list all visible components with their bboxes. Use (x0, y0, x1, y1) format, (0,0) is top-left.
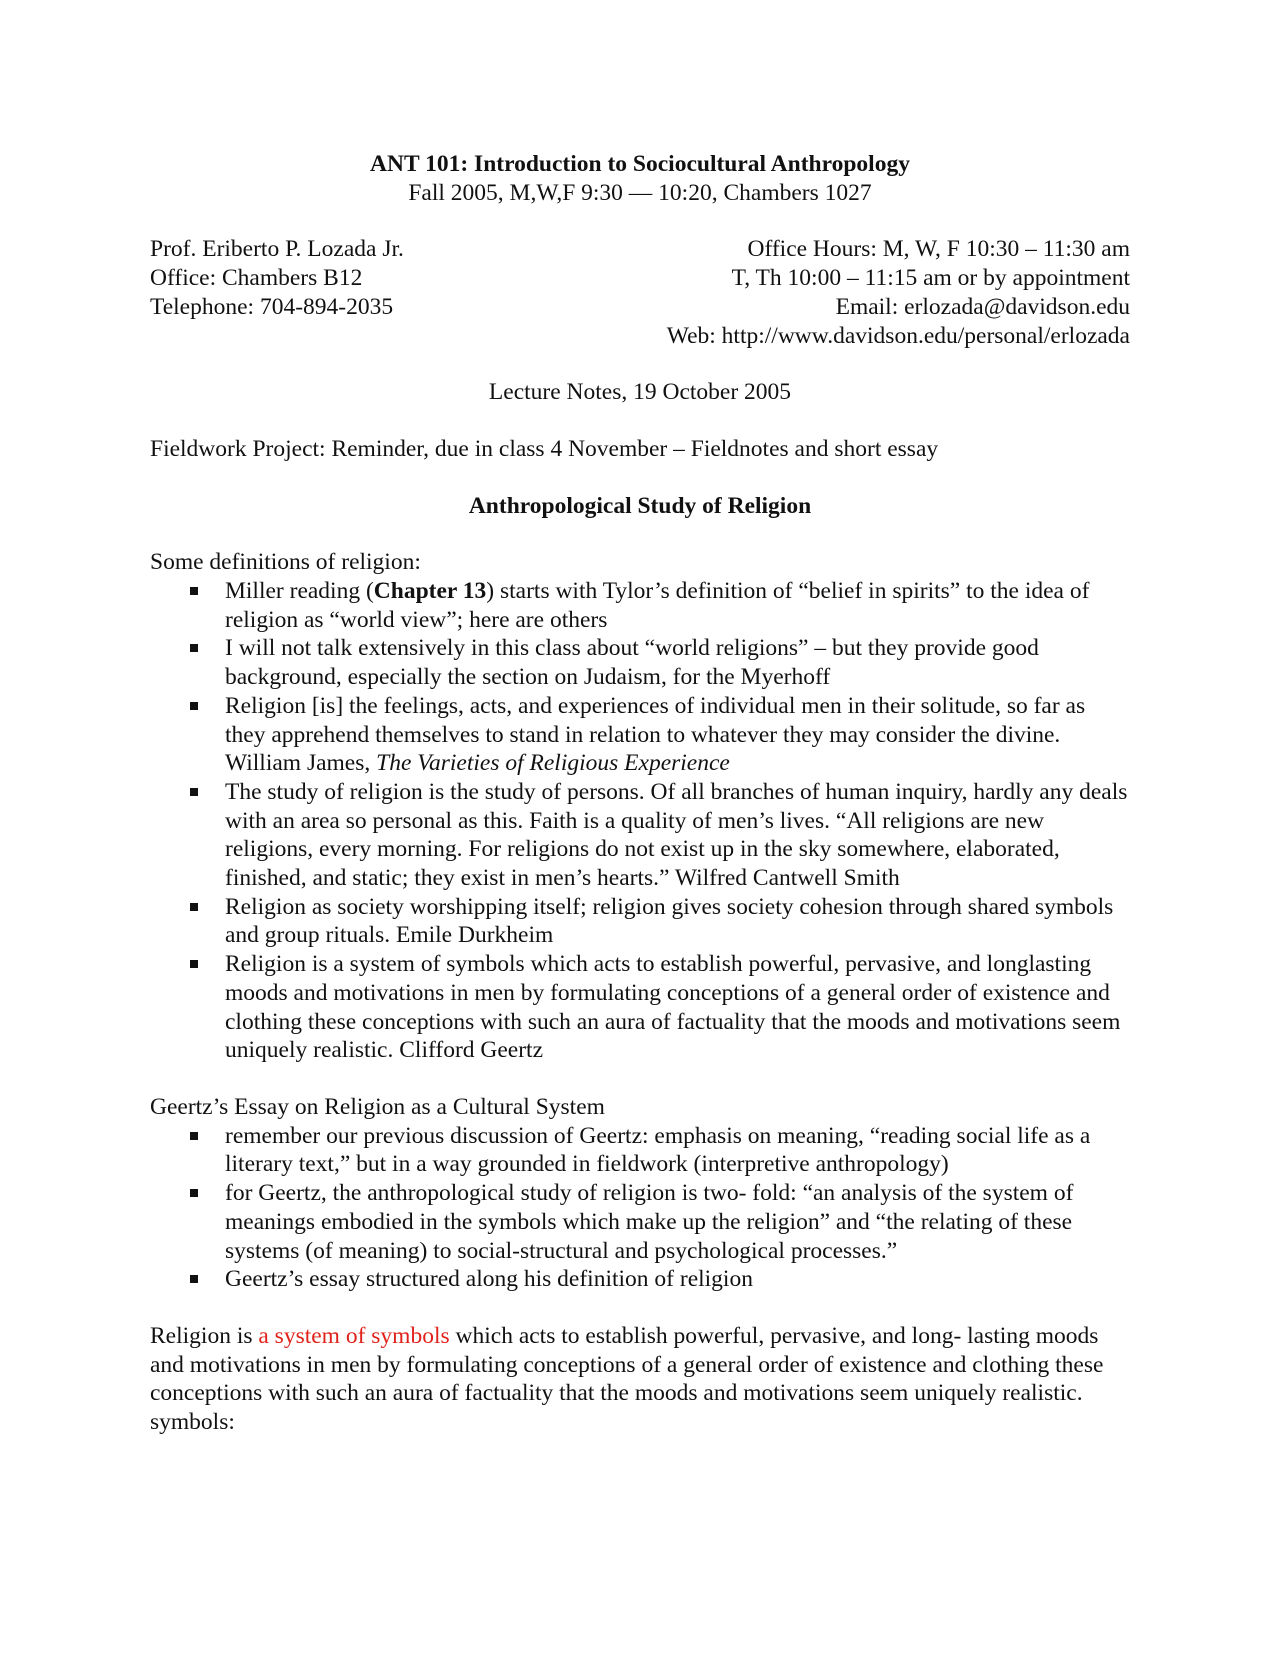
symbols-label: symbols: (150, 1409, 235, 1436)
highlighted-phrase: a system of symbols (258, 1322, 450, 1349)
geertz-list (150, 1122, 1130, 1294)
section-heading: Anthropological Study of Religion (468, 492, 812, 519)
office-hours-tth: T, Th 10:00 – 11:15 am or by appointment (731, 265, 1130, 292)
course-schedule: Fall 2005, M,W,F 9:30 — 10:20, Chambers 1027 (408, 179, 872, 206)
list-item: Religion is a system of symbols which acts to establish powerful, pervasive, and longlasting moods and motivations in men by formulating conceptions of a general order of existence and clothing these conceptions with such an aura of factuality that the moods and motivations seem uniquely realistic. Clifford Geertz (225, 950, 1130, 1065)
telephone: Telephone: 704-894-2035 (150, 293, 394, 320)
contact-left (150, 235, 404, 350)
list-item: Religion as society worshipping itself; religion gives society cohesion through shared symbols and group rituals. Emile Durkheim (225, 893, 1130, 950)
list-item: Geertz’s essay structured along his definition of religion (225, 1265, 1130, 1294)
professor-name: Prof. Eriberto P. Lozada Jr. (150, 236, 404, 263)
list-item: Religion [is] the feelings, acts, and experiences of individual men in their solitude, so far as they apprehend themselves to stand in relation to whatever they may consider the divine. William James, The Varieties of Religious Experience (225, 692, 1130, 778)
list-item: Miller reading (Chapter 13) starts with Tylor’s definition of “belief in spirits” to the idea of religion as “world view”; here are others (225, 577, 1130, 634)
office-hours: Office Hours: M, W, F 10:30 – 11:30 am (747, 236, 1130, 263)
list-item: remember our previous discussion of Geertz: emphasis on meaning, “reading social life as a literary text,” but in a way grounded in fieldwork (interpretive anthropology) (225, 1122, 1130, 1179)
religion-definition: Religion is a system of symbols which acts to establish powerful, pervasive, and long- lasting moods and motivations in men by formulating conceptions of a general order of existence and clothing these conceptions with such an aura of factuality that the moods and motivations seem uniquely realistic. (150, 1322, 1104, 1407)
course-title: ANT 101: Introduction to Sociocultural Anthropology (370, 151, 910, 177)
document-content (150, 150, 1130, 1437)
email: Email: erlozada@davidson.edu (835, 293, 1130, 320)
list-item: The study of religion is the study of persons. Of all branches of human inquiry, hardly any deals with an area so personal as this. Faith is a quality of men’s lives. “All religions are new religions, every morning. For religions do not exist up in the sky somewhere, elaborated, finished, and static; they exist in men’s hearts.” Wilfred Cantwell Smith (225, 778, 1130, 893)
office-location: Office: Chambers B12 (150, 265, 363, 292)
contact-block (150, 235, 1130, 350)
definitions-list (150, 577, 1130, 1065)
fieldwork-reminder: Fieldwork Project: Reminder, due in class 4 November – Fieldnotes and short essay (150, 435, 939, 462)
geertz-intro: Geertz’s Essay on Religion as a Cultural System (150, 1093, 605, 1120)
web-url: Web: http://www.davidson.edu/personal/erlozada (666, 322, 1130, 349)
list-item: for Geertz, the anthropological study of religion is two- fold: “an analysis of the system of meanings embodied in the symbols which make up the religion” and “the relating of these systems (of meaning) to social-structural and psychological processes.” (225, 1179, 1130, 1265)
lecture-date: Lecture Notes, 19 October 2005 (488, 379, 792, 406)
list-item: I will not talk extensively in this class about “world religions” – but they provide good background, especially the section on Judaism, for the Myerhoff (225, 634, 1130, 691)
definitions-intro: Some definitions of religion: (150, 549, 421, 576)
contact-right (667, 235, 1130, 350)
